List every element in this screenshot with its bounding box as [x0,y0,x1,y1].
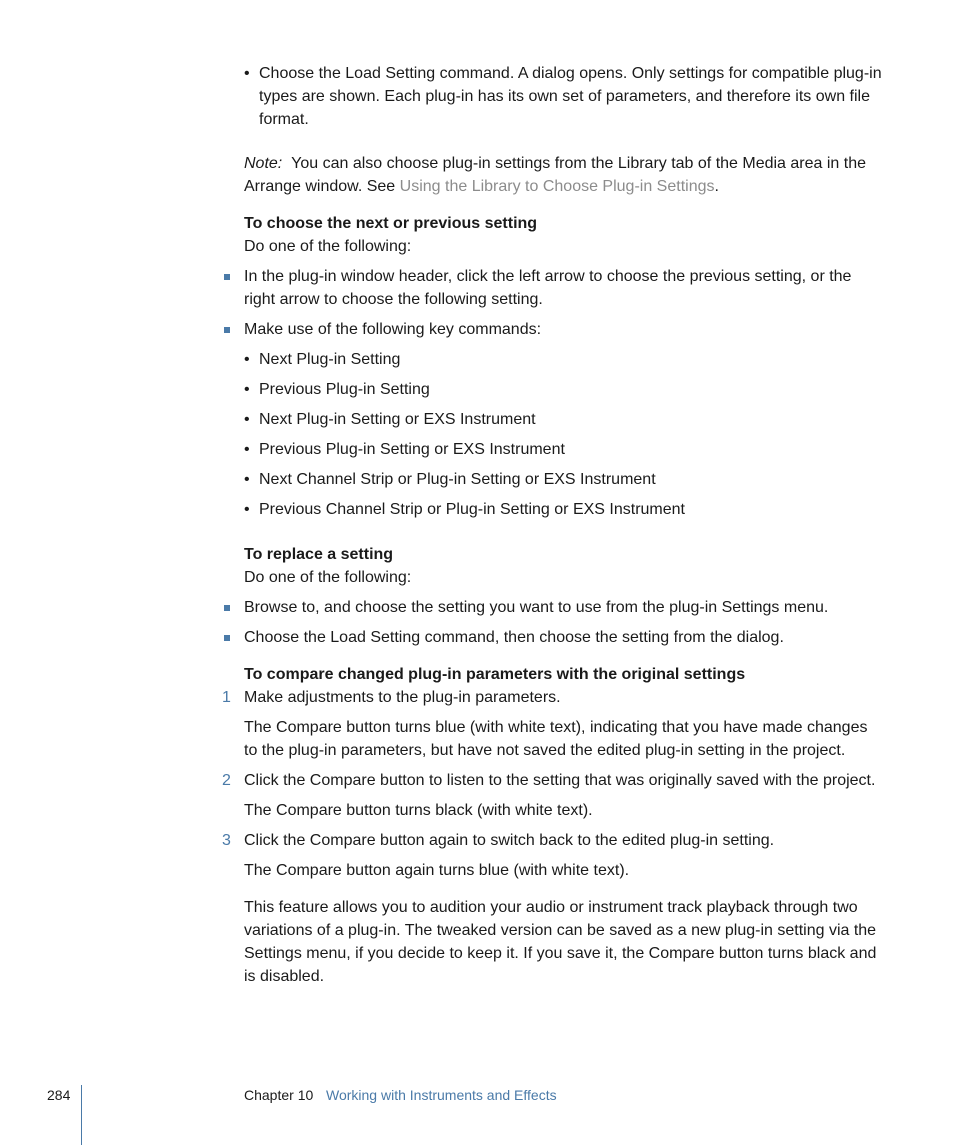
key-command-item [244,408,884,431]
list-item-text: In the plug-in window header, click the left arrow to choose the previous setting, or the right arrow to choose the following setting. [244,268,852,308]
key-command-item [244,498,884,521]
step-item [222,829,884,852]
list-item [222,265,884,311]
step-text: Click the Compare button to listen to the setting that was originally saved with the project. [244,772,876,789]
list-item-text: Browse to, and choose the setting you want to use from the plug-in Settings menu. [244,599,829,616]
page-number: 284 [47,1087,71,1103]
library-link[interactable]: Using the Library to Choose Plug-in Settings [399,178,715,195]
bullet-dot: • [244,501,250,518]
note-paragraph [244,152,884,198]
key-command-item [244,378,884,401]
bullet-dot: • [244,471,250,488]
list-item-text: Choose the Load Setting command. A dialog opens. Only settings for compatible plug-in types are shown. Each plug-in has its own set of parameters, and therefore its own file format. [259,65,882,128]
square-bullet-icon [224,635,230,641]
bullet-dot: • [244,411,250,428]
note-end: . [714,178,719,195]
list-item-text: Make use of the following key commands: [244,321,542,338]
step-result: The Compare button turns blue (with white text), indicating that you have made changes to the plug-in parameters, but have not saved the edited plug-in setting in the project. [244,719,868,759]
key-command-text: Next Plug-in Setting or EXS Instrument [259,411,536,428]
bullet-dot: • [244,65,250,82]
key-command-text: Previous Channel Strip or Plug-in Setting or EXS Instrument [259,501,685,518]
list-item [222,318,884,341]
footer-divider [81,1085,82,1145]
chapter-title[interactable]: Working with Instruments and Effects [326,1087,557,1103]
step-number: 2 [222,772,231,789]
bullet-dot: • [244,441,250,458]
list-item [222,626,884,649]
step-item [222,769,884,792]
chapter-label: Chapter 10 [244,1087,314,1103]
key-command-item [244,438,884,461]
bullet-dot: • [244,381,250,398]
key-command-text: Previous Plug-in Setting [259,381,430,398]
list-item-text: Choose the Load Setting command, then choose the setting from the dialog. [244,629,784,646]
section-intro: Do one of the following: [244,569,412,586]
step-text: Click the Compare button again to switch back to the edited plug-in setting. [244,832,775,849]
note-text: You can also choose plug-in settings from the Library tab of the Media area in the Arrange window. See [244,155,867,195]
section-heading: To choose the next or previous setting [244,215,538,232]
step-text: Make adjustments to the plug-in parameters. [244,689,561,706]
square-bullet-icon [224,274,230,280]
key-command-item [244,348,884,371]
step-item [222,686,884,709]
key-command-text: Previous Plug-in Setting or EXS Instrument [259,441,565,458]
key-command-text: Next Plug-in Setting [259,351,401,368]
square-bullet-icon [224,605,230,611]
square-bullet-icon [224,327,230,333]
section-heading: To compare changed plug-in parameters with the original settings [244,666,746,683]
list-item [244,62,884,131]
section-intro: Do one of the following: [244,238,412,255]
note-label: Note: [244,155,283,172]
step-result: The Compare button turns black (with white text). [244,802,593,819]
closing-paragraph: This feature allows you to audition your audio or instrument track playback through two variations of a plug-in. The tweaked version can be saved as a new plug-in setting via the Settings menu, if you decide to keep it. If you save it, the Compare button turns black and is disabled. [244,899,877,985]
step-number: 3 [222,832,231,849]
step-number: 1 [222,689,231,706]
key-command-item [244,468,884,491]
list-item [222,596,884,619]
step-result: The Compare button again turns blue (with white text). [244,862,630,879]
key-command-text: Next Channel Strip or Plug-in Setting or EXS Instrument [259,471,656,488]
bullet-dot: • [244,351,250,368]
section-heading: To replace a setting [244,546,394,563]
